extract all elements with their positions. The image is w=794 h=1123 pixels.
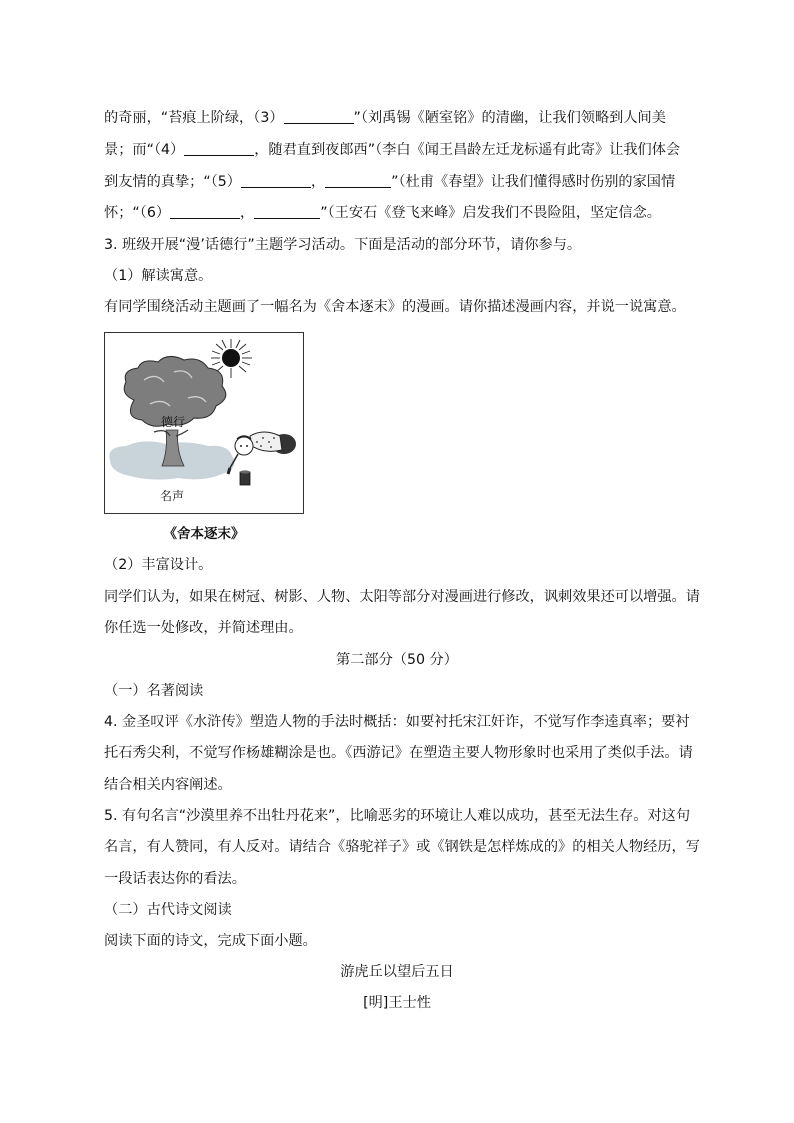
text: ”（王安石《登飞来峰》启发我们不畏险阻，坚定信念。 [320,205,661,221]
question-3-1-heading: （1）解读寓意。 [104,268,213,284]
text: ”（刘禹锡《陋室铭》的清幽，让我们领略到人间美 [353,110,666,126]
answer-blank-5b[interactable] [325,173,391,188]
fill-blank-line-2 [104,140,680,160]
text: ”（杜甫《春望》让我们懂得感时伤别的家国情 [391,174,676,190]
text: 景；而“（4） [104,142,185,158]
question-3-2-heading: （2）丰富设计。 [104,557,213,573]
tree-crown-label: 德行 [161,415,186,429]
cartoon-image [104,332,304,514]
shadow-label: 名声 [160,489,185,503]
question-3: 3. 班级开展“漫’话德行”主题学习活动。下面是活动的部分环节，请你参与。 [104,237,582,253]
poem-title: 游虎丘以望后五日 [340,964,454,980]
text: 的奇丽，“苔痕上阶绿，（3） [104,110,284,126]
text: ，随君直到夜郎西”（李白《闻王昌龄左迁龙标遥有此寄》让我们体会 [254,142,681,158]
answer-blank-3[interactable] [284,109,354,124]
text: ， [240,205,255,221]
section-classics-heading: （一）名著阅读 [104,683,204,699]
text: ， [310,174,326,190]
text: 怀；“（6） [104,205,171,221]
section-classical-poetry-heading: （二）古代诗文阅读 [104,902,232,918]
section-intro: 阅读下面的诗文，完成下面小题。 [104,933,317,949]
question-4-line-1: 4. 金圣叹评《水浒传》塑造人物的手法时概括：如要衬托宋江奸诈，不觉写作李逵真率；要衬 [104,714,690,730]
fill-blank-line-1 [104,108,666,128]
question-5-line-1: 5. 有句名言“沙漠里养不出牡丹花来”，比喻恶劣的环境让人难以成功，甚至无法生存。对这句 [104,808,691,824]
question-4-line-2: 托石秀尖利，不觉写作杨雄糊涂是也。《西游记》在塑造主要人物形象时也采用了类似手法。请 [104,745,693,761]
question-3-1-text: 有同学围绕活动主题画了一幅名为《舍本逐末》的漫画。请你描述漫画内容，并说一说寓意。 [104,299,686,315]
answer-blank-6a[interactable] [170,204,240,219]
question-5-line-2: 名言，有人赞同，有人反对。请结合《骆驼祥子》或《钢铁是怎样炼成的》的相关人物经历，写 [104,839,700,855]
cartoon-caption: 《舍本逐末》 [163,526,245,542]
question-3-2-text-line-1: 同学们认为，如果在树冠、树影、人物、太阳等部分对漫画进行修改，讽刺效果还可以增强。请 [104,589,700,605]
part-two-heading: 第二部分（50 分） [336,652,458,668]
question-5-line-3: 一段话表达你的看法。 [104,871,246,887]
question-4-line-3: 结合相关内容阐述。 [104,777,232,793]
text: 到友情的真挚；“（5） [104,174,241,190]
poem-author: [明]王士性 [363,995,431,1011]
question-3-2-text-line-2: 你任选一处修改，并简述理由。 [104,620,303,636]
answer-blank-6b[interactable] [254,204,320,219]
fill-blank-line-3 [104,172,675,192]
answer-blank-4[interactable] [184,141,254,156]
answer-blank-5a[interactable] [241,173,311,188]
fill-blank-line-4 [104,203,661,223]
